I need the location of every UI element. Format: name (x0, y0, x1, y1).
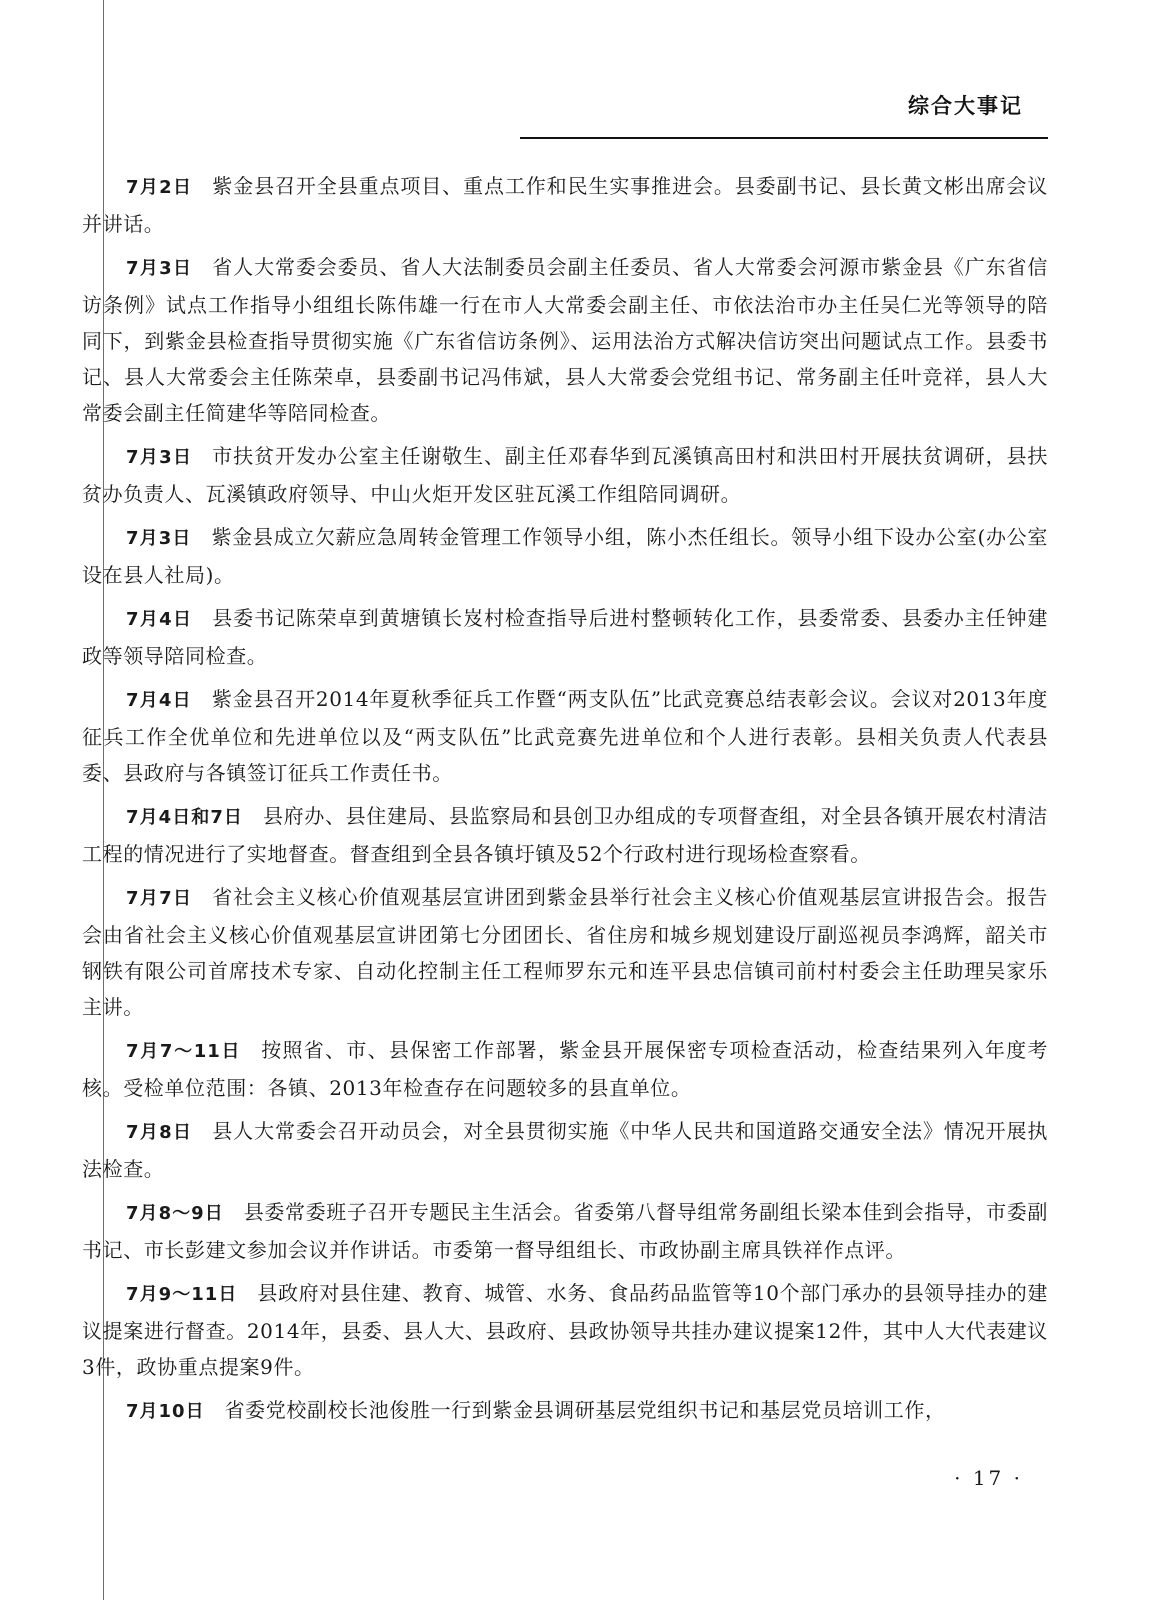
entry-text: 紫金县召开全县重点项目、重点工作和民生实事推进会。县委副书记、县长黄文彬出席会议并讲话。 (82, 174, 1048, 236)
entry-date: 7月9～11日 (126, 1284, 238, 1305)
chronicle-entry (82, 1113, 1048, 1187)
chronicle-entry (82, 1392, 1048, 1430)
chronicle-entry (82, 600, 1048, 674)
entry-date: 7月4日 (126, 609, 193, 630)
entry-text: 紫金县成立欠薪应急周转金管理工作领导小组，陈小杰任组长。领导小组下设办公室(办公室设在县人社局)。 (82, 525, 1048, 587)
entry-date: 7月7日 (126, 888, 193, 909)
entry-date: 7月4日和7日 (126, 807, 243, 828)
chronicle-entry (82, 681, 1048, 791)
page-number: · 17 · (954, 1466, 1023, 1490)
entry-text: 县委常委班子召开专题民主生活会。省委第八督导组常务副组长梁本佳到会指导，市委副书记、市长彭建文参加会议并作讲话。市委第一督导组组长、市政协副主席具铁祥作点评。 (82, 1200, 1048, 1262)
entry-text: 紫金县召开2014年夏秋季征兵工作暨“两支队伍”比武竞赛总结表彰会议。会议对2013年度征兵工作全优单位和先进单位以及“两支队伍”比武竞赛先进单位和个人进行表彰。县相关负责人代表县委、县政府与各镇签订征兵工作责任书。 (82, 687, 1048, 785)
entry-text: 省社会主义核心价值观基层宣讲团到紫金县举行社会主义核心价值观基层宣讲报告会。报告会由省社会主义核心价值观基层宣讲团第七分团团长、省住房和城乡规划建设厅副巡视员李鸿辉，韶关市钢铁有限公司首席技术专家、自动化控制主任工程师罗东元和连平县忠信镇司前村村委会主任助理吴家乐主讲。 (82, 885, 1048, 1019)
chronicle-entries (82, 168, 1048, 1437)
entry-date: 7月8日 (126, 1122, 193, 1143)
entry-text: 县政府对县住建、教育、城管、水务、食品药品监管等10个部门承办的县领导挂办的建议提案进行督查。2014年，县委、县人大、县政府、县政协领导共挂办建议提案12件，其中人大代表建议3件，政协重点提案9件。 (82, 1281, 1048, 1379)
chronicle-entry (82, 249, 1048, 431)
entry-date: 7月4日 (126, 690, 192, 711)
chronicle-entry (82, 1275, 1048, 1385)
header-rule (520, 137, 1048, 139)
entry-text: 县人大常委会召开动员会，对全县贯彻实施《中华人民共和国道路交通安全法》情况开展执法检查。 (82, 1119, 1048, 1181)
entry-text: 省人大常委会委员、省人大法制委员会副主任委员、省人大常委会河源市紫金县《广东省信访条例》试点工作指导小组组长陈伟雄一行在市人大常委会副主任、市依法治市办主任吴仁光等领导的陪同下，到紫金县检查指导贯彻实施《广东省信访条例》、运用法治方式解决信访突出问题试点工作。县委书记、县人大常委会主任陈荣卓，县委副书记冯伟斌，县人大常委会党组书记、常务副主任叶竞祥，县人大常委会副主任简建华等陪同检查。 (82, 255, 1048, 425)
chronicle-entry (82, 1032, 1048, 1106)
section-title: 综合大事记 (908, 94, 1023, 118)
entry-text: 省委党校副校长池俊胜一行到紫金县调研基层党组织书记和基层党员培训工作， (224, 1398, 946, 1422)
entry-date: 7月3日 (126, 447, 193, 468)
entry-text: 市扶贫开发办公室主任谢敬生、副主任邓春华到瓦溪镇高田村和洪田村开展扶贫调研，县扶贫办负责人、瓦溪镇政府领导、中山火炬开发区驻瓦溪工作组陪同调研。 (82, 444, 1048, 506)
chronicle-entry (82, 1194, 1048, 1268)
entry-text: 县委书记陈荣卓到黄塘镇长岌村检查指导后进村整顿转化工作，县委常委、县委办主任钟建政等领导陪同检查。 (82, 606, 1048, 668)
entry-date: 7月3日 (126, 258, 193, 279)
chronicle-entry (82, 879, 1048, 1025)
entry-date: 7月3日 (126, 528, 192, 549)
entry-text: 县府办、县住建局、县监察局和县创卫办组成的专项督查组，对全县各镇开展农村清洁工程的情况进行了实地督查。督查组到全县各镇圩镇及52个行政村进行现场检查察看。 (82, 804, 1048, 866)
chronicle-entry (82, 438, 1048, 512)
entry-date: 7月8～9日 (126, 1203, 224, 1224)
entry-date: 7月2日 (126, 177, 193, 198)
chronicle-entry (82, 798, 1048, 872)
entry-text: 按照省、市、县保密工作部署，紫金县开展保密专项检查活动，检查结果列入年度考核。受检单位范围：各镇、2013年检查存在问题较多的县直单位。 (82, 1038, 1048, 1100)
chronicle-entry (82, 519, 1048, 593)
chronicle-entry (82, 168, 1048, 242)
entry-date: 7月10日 (126, 1401, 205, 1422)
entry-date: 7月7～11日 (126, 1041, 242, 1062)
